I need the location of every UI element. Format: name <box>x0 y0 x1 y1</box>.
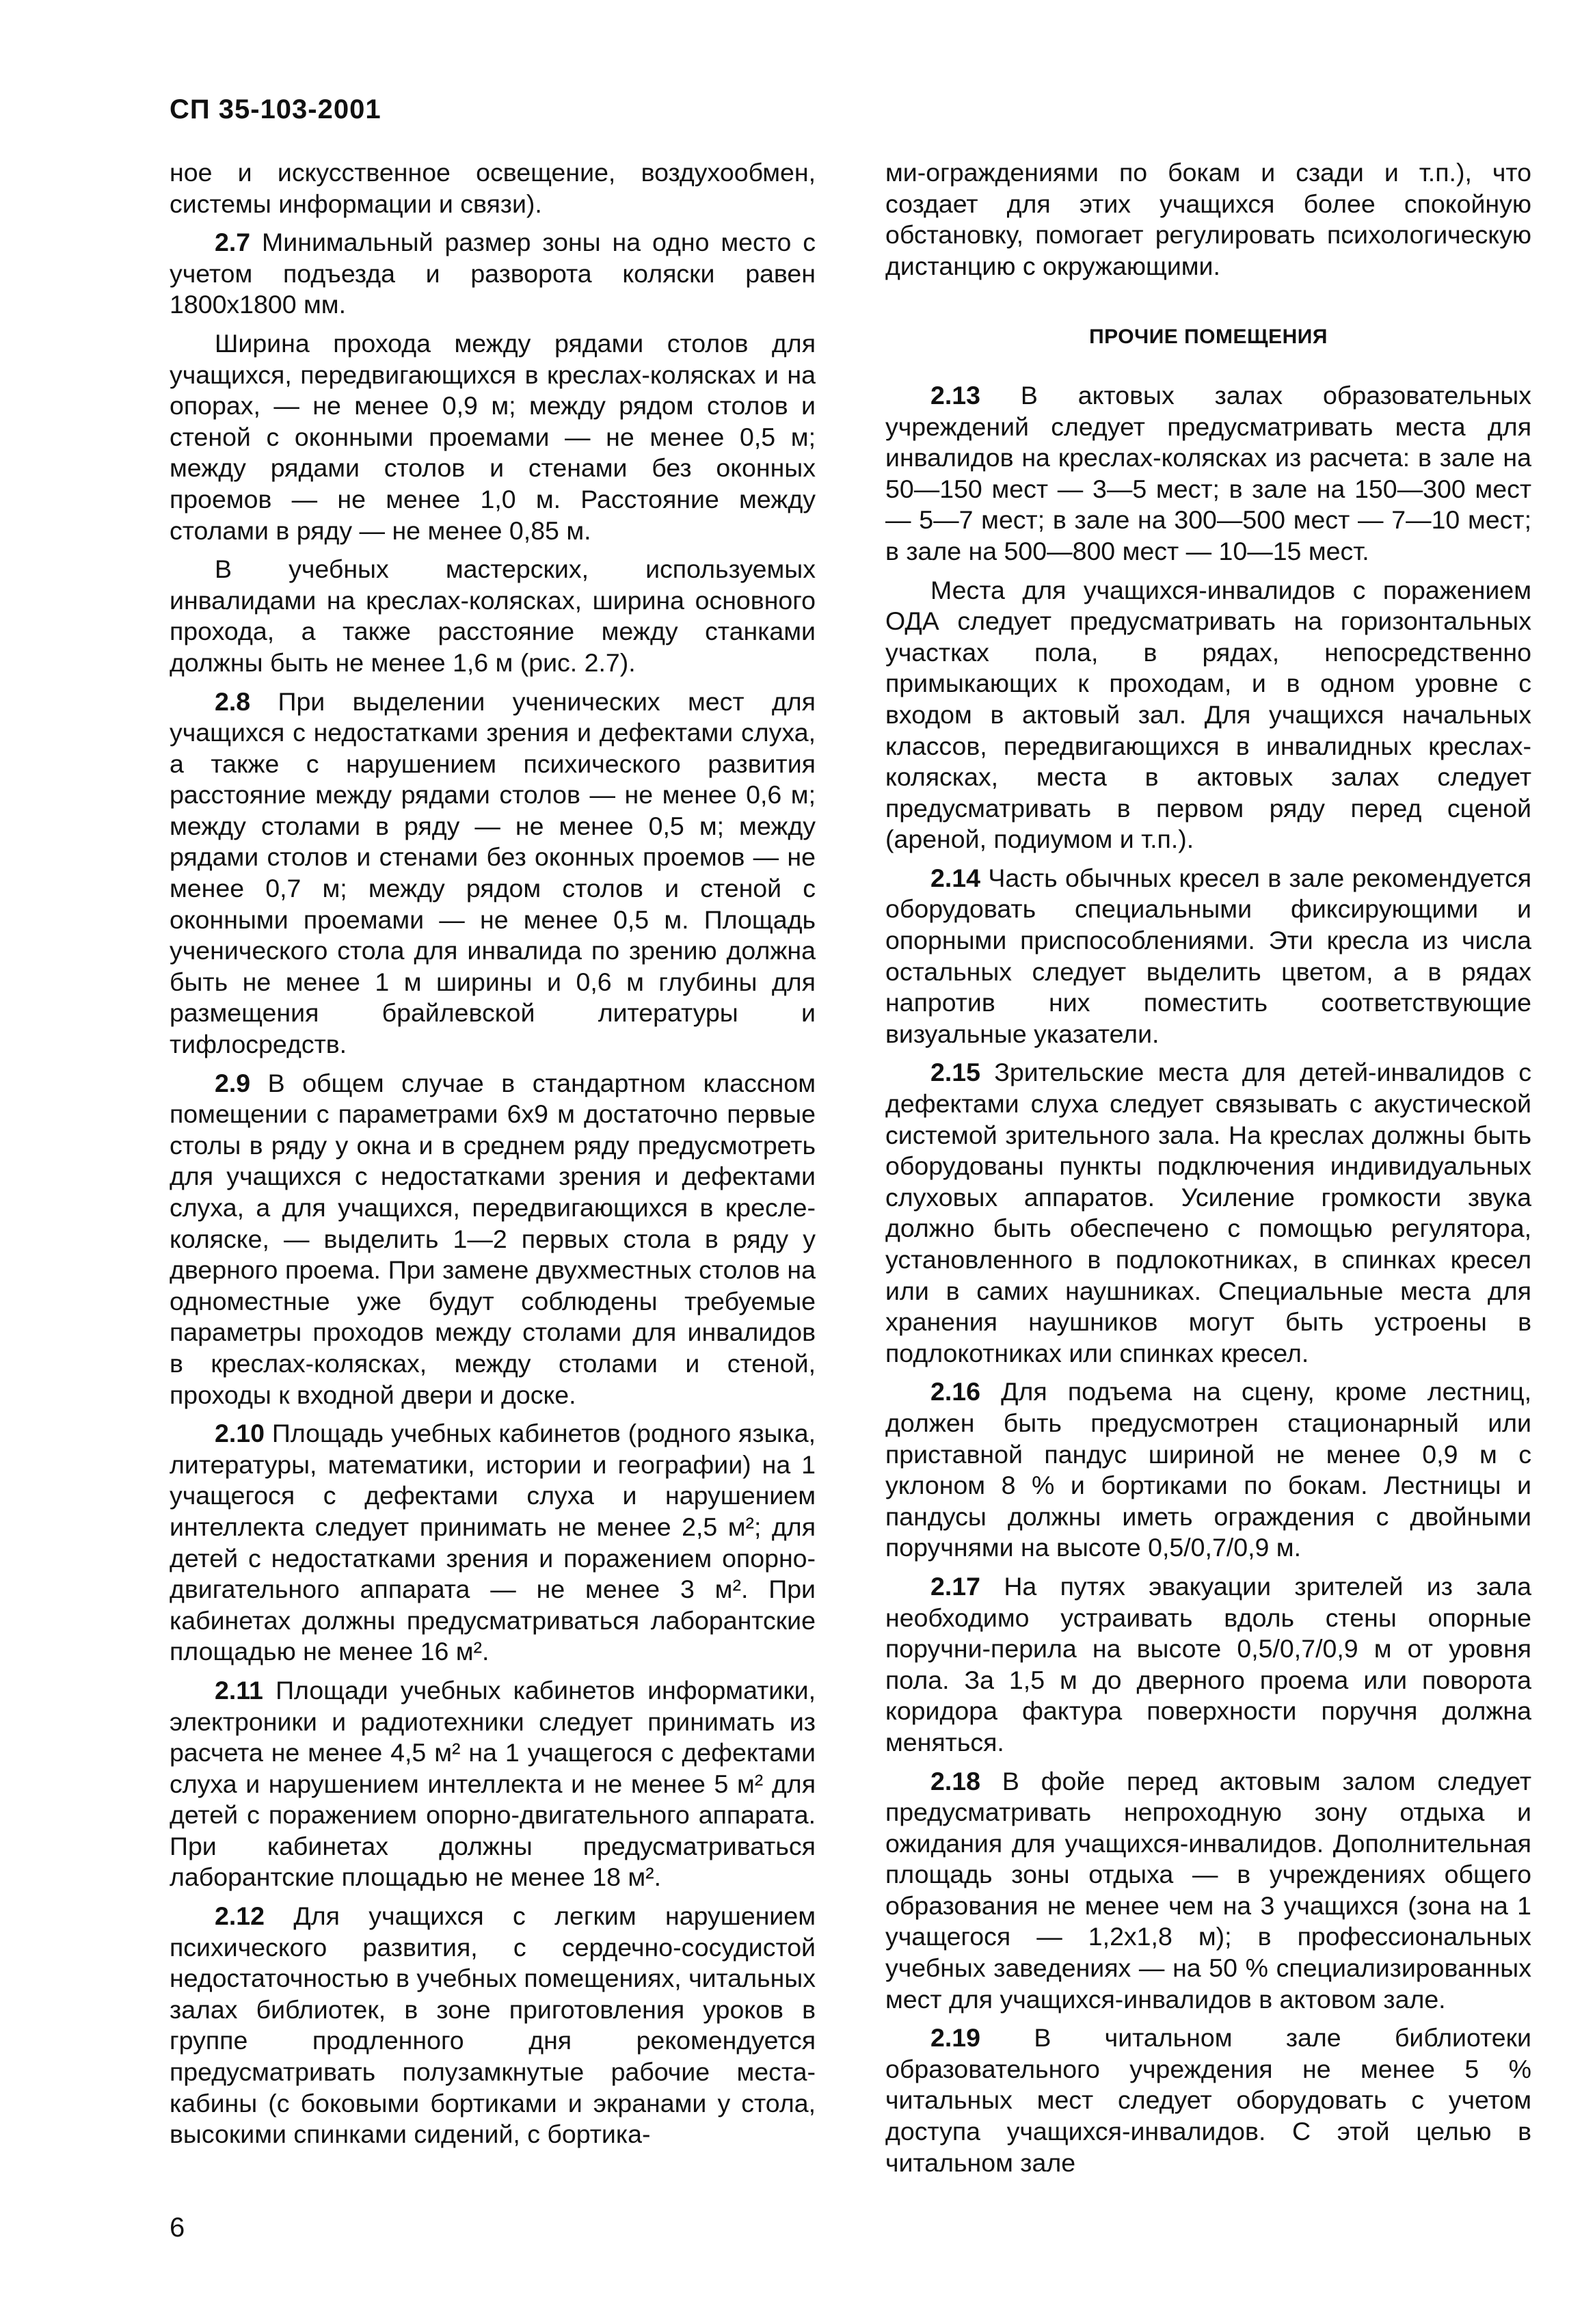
paragraph-2-9 <box>170 1068 816 1411</box>
paragraph-2-7 <box>170 227 816 321</box>
clause-number: 2.19 <box>930 2023 980 2053</box>
clause-number: 2.16 <box>930 1377 980 1406</box>
paragraph: В учебных мастерских, используемых инвалидами на креслах-колясках, ширина основного прохода, а также расстояние между станками должны быть не менее 1,6 м (рис. 2.7). <box>170 555 816 677</box>
paragraph-2-12 <box>170 1901 816 2150</box>
clause-number: 2.9 <box>215 1068 251 1097</box>
clause-text: В общем случае в стандартном классном помещении с параметрами 6х9 м достаточно первые столы в ряду у окна и в среднем ряду предусмотреть для учащихся с недостатками зрения и дефектами слуха, а для учащихся, передвигающихся в кресле-коляске, — выделить 1—2 первых стола в ряду у дверного проема. При замене двухместных столов на одноместные уже будут соблюдены требуемые параметры проходов между столами для инвалидов в креслах-колясках, между столами и стеной, проходы к входной двери и доске. <box>170 1068 816 1409</box>
clause-text: Площади учебных кабинетов информатики, электроники и радиотехники следует принимать из расчета не менее 4,5 м² на 1 учащегося с дефектами слуха и нарушением интеллекта и не менее 5 м² для детей с поражением опорно-двигательного аппарата. При кабинетах должны предусматриваться лаборантские площадью не менее 18 м². <box>170 1675 816 1892</box>
paragraph-2-11 <box>170 1675 816 1893</box>
clause-text: Для подъема на сцену, кроме лестниц, должен быть предусмотрен стационарный или приставной пандус шириной не менее 0,9 м с уклоном 8 % и бортиками по бокам. Лестницы и пандусы должны иметь ограждения с двойными поручнями на высоте 0,5/0,7/0,9 м. <box>885 1377 1532 1562</box>
document-code: СП 35-103-2001 <box>170 94 381 124</box>
paragraph-2-17 <box>885 1571 1531 1759</box>
paragraph: ми-ограждениями по бокам и сзади и т.п.), что создает для этих учащихся более спокойную обстановку, помогает регулировать психологическую дистанцию с окружающими. <box>885 158 1531 280</box>
paragraph: ное и искусственное освещение, воздухообмен, системы информации и связи). <box>170 158 816 218</box>
clause-text: Площадь учебных кабинетов (родного языка, литературы, математики, истории и географии) на 1 учащегося с дефектами слуха и нарушением интеллекта следует принимать не менее 2,5 м²; для детей с недостатками зрения и поражением опорно-двигательного аппарата — не менее 3 м². При кабинетах должны предусматриваться лаборантские площадью не менее 16 м². <box>170 1419 816 1666</box>
clause-number: 2.17 <box>930 1571 980 1601</box>
paragraph-2-8 <box>170 686 816 1060</box>
paragraph-2-19 <box>885 2022 1531 2178</box>
paragraph: Места для учащихся-инвалидов с поражением ОДА следует предусматривать на горизонтальных участках пола, в рядах, непосредственно примыкающих к проходам, и в одном уровне с входом в актовый зал. Для учащихся начальных классов, передвигающихся в инвалидных креслах-колясках, места в актовых залах следует предусматривать в первом ряду перед сценой (ареной, подиумом и т.п.). <box>885 575 1531 854</box>
clause-text: В фойе перед актовым залом следует предусматривать непроходную зону отдыха и ожидания для учащихся-инвалидов. Дополнительная площадь зоны отдыха — в учреждениях общего образования не менее чем на 3 учащихся (зона на 1 учащегося — 1,2х1,8 м); в профессиональных учебных заведениях — на 50 % специализированных мест для учащихся-инвалидов в актовом зале. <box>885 1766 1531 2014</box>
clause-text: Для учащихся с легким нарушением психического развития, с сердечно-сосудистой недостаточностью в учебных помещениях, читальных залах библиотек, в зоне приготовления уроков в группе продленного дня рекомендуется предусматривать полузамкнутые рабочие места-кабины (с боковыми бортиками и экранами у стола, высокими спинками сидений, с бортика- <box>170 1901 816 2149</box>
clause-number: 2.13 <box>930 380 980 410</box>
clause-text: Минимальный размер зоны на одно место с учетом подъезда и разворота коляски равен 1800х1800 мм. <box>170 228 816 319</box>
paragraph-2-14 <box>885 863 1531 1050</box>
right-column <box>885 157 1531 2178</box>
clause-number: 2.7 <box>215 228 251 257</box>
clause-text: В актовых залах образовательных учреждений следует предусматривать места для инвалидов на креслах-колясках из расчета: в зале на 50—150 мест — 3—5 мест; в зале на 150—300 мест — 5—7 мест; в зале на 300—500 мест — 7—10 мест; в зале на 500—800 мест — 10—15 мест. <box>885 380 1531 565</box>
section-title: ПРОЧИЕ ПОМЕЩЕНИЯ <box>1089 325 1328 349</box>
paragraph-2-15 <box>885 1057 1531 1369</box>
clause-number: 2.14 <box>930 863 980 892</box>
clause-text: Зрительские места для детей-инвалидов с дефектами слуха следует связывать с акустической системой зрительного зала. На креслах должны быть оборудованы пункты подключения индивидуальных слуховых аппаратов. Усиление громкости звука должно быть обеспечено с помощью регулятора, установленного в подлокотниках, в спинках кресел или в самих наушниках. Специальные места для хранения наушников могут быть устроены в подлокотниках или спинках кресел. <box>885 1058 1531 1367</box>
paragraph-2-18 <box>885 1766 1531 2016</box>
clause-number: 2.12 <box>215 1901 265 1931</box>
clause-number: 2.8 <box>215 686 251 716</box>
clause-text: Часть обычных кресел в зале рекомендуется оборудовать специальными фиксирующими и опорными приспособлениями. Эти кресла из числа остальных следует выделить цветом, а в рядах напротив них поместить соответствующие визуальные указатели. <box>885 863 1531 1048</box>
paragraph-2-13 <box>885 380 1531 567</box>
paragraph-2-10 <box>170 1418 816 1668</box>
clause-number: 2.18 <box>930 1766 980 1795</box>
clause-text: При выделении ученических мест для учащихся с недостатками зрения и дефектами слуха, а также с нарушением психического развития расстояние между рядами столов — не менее 0,6 м; между столами в ряду — не менее 0,5 м; между рядами столов и стенами без оконных проемов — не менее 0,7 м; между рядом столов и стеной с оконными проемами — не менее 0,5 м. Площадь ученического стола для инвалида по зрению должна быть не менее 1 м ширины и 0,6 м глубины для размещения брайлевской литературы и тифлосредств. <box>170 686 816 1059</box>
clause-text: На путях эвакуации зрителей из зала необходимо устраивать вдоль стены опорные поручни-перила на высоте 0,5/0,7/0,9 м от уровня пола. За 1,5 м до дверного проема или поворота коридора фактура поверхности поручня должна меняться. <box>885 1571 1532 1757</box>
clause-text: В читальном зале библиотеки образовательного учреждения не менее 5 % читальных мест следует оборудовать с учетом доступа учащихся-инвалидов. С этой целью в читальном зале <box>885 2023 1531 2177</box>
clause-number: 2.15 <box>930 1058 980 1087</box>
left-column <box>170 157 816 2150</box>
page-number: 6 <box>170 2213 185 2243</box>
paragraph: Ширина прохода между рядами столов для учащихся, передвигающихся в креслах-колясках и на опорах, — не менее 0,9 м; между рядом столов и стеной с оконными проемами — не менее 0,5 м; между рядами столов и стенами без оконных проемов — не менее 1,0 м. Расстояние между столами в ряду — не менее 0,85 м. <box>170 328 816 545</box>
clause-number: 2.11 <box>215 1675 263 1705</box>
clause-number: 2.10 <box>215 1419 265 1448</box>
paragraph-2-16 <box>885 1376 1531 1564</box>
